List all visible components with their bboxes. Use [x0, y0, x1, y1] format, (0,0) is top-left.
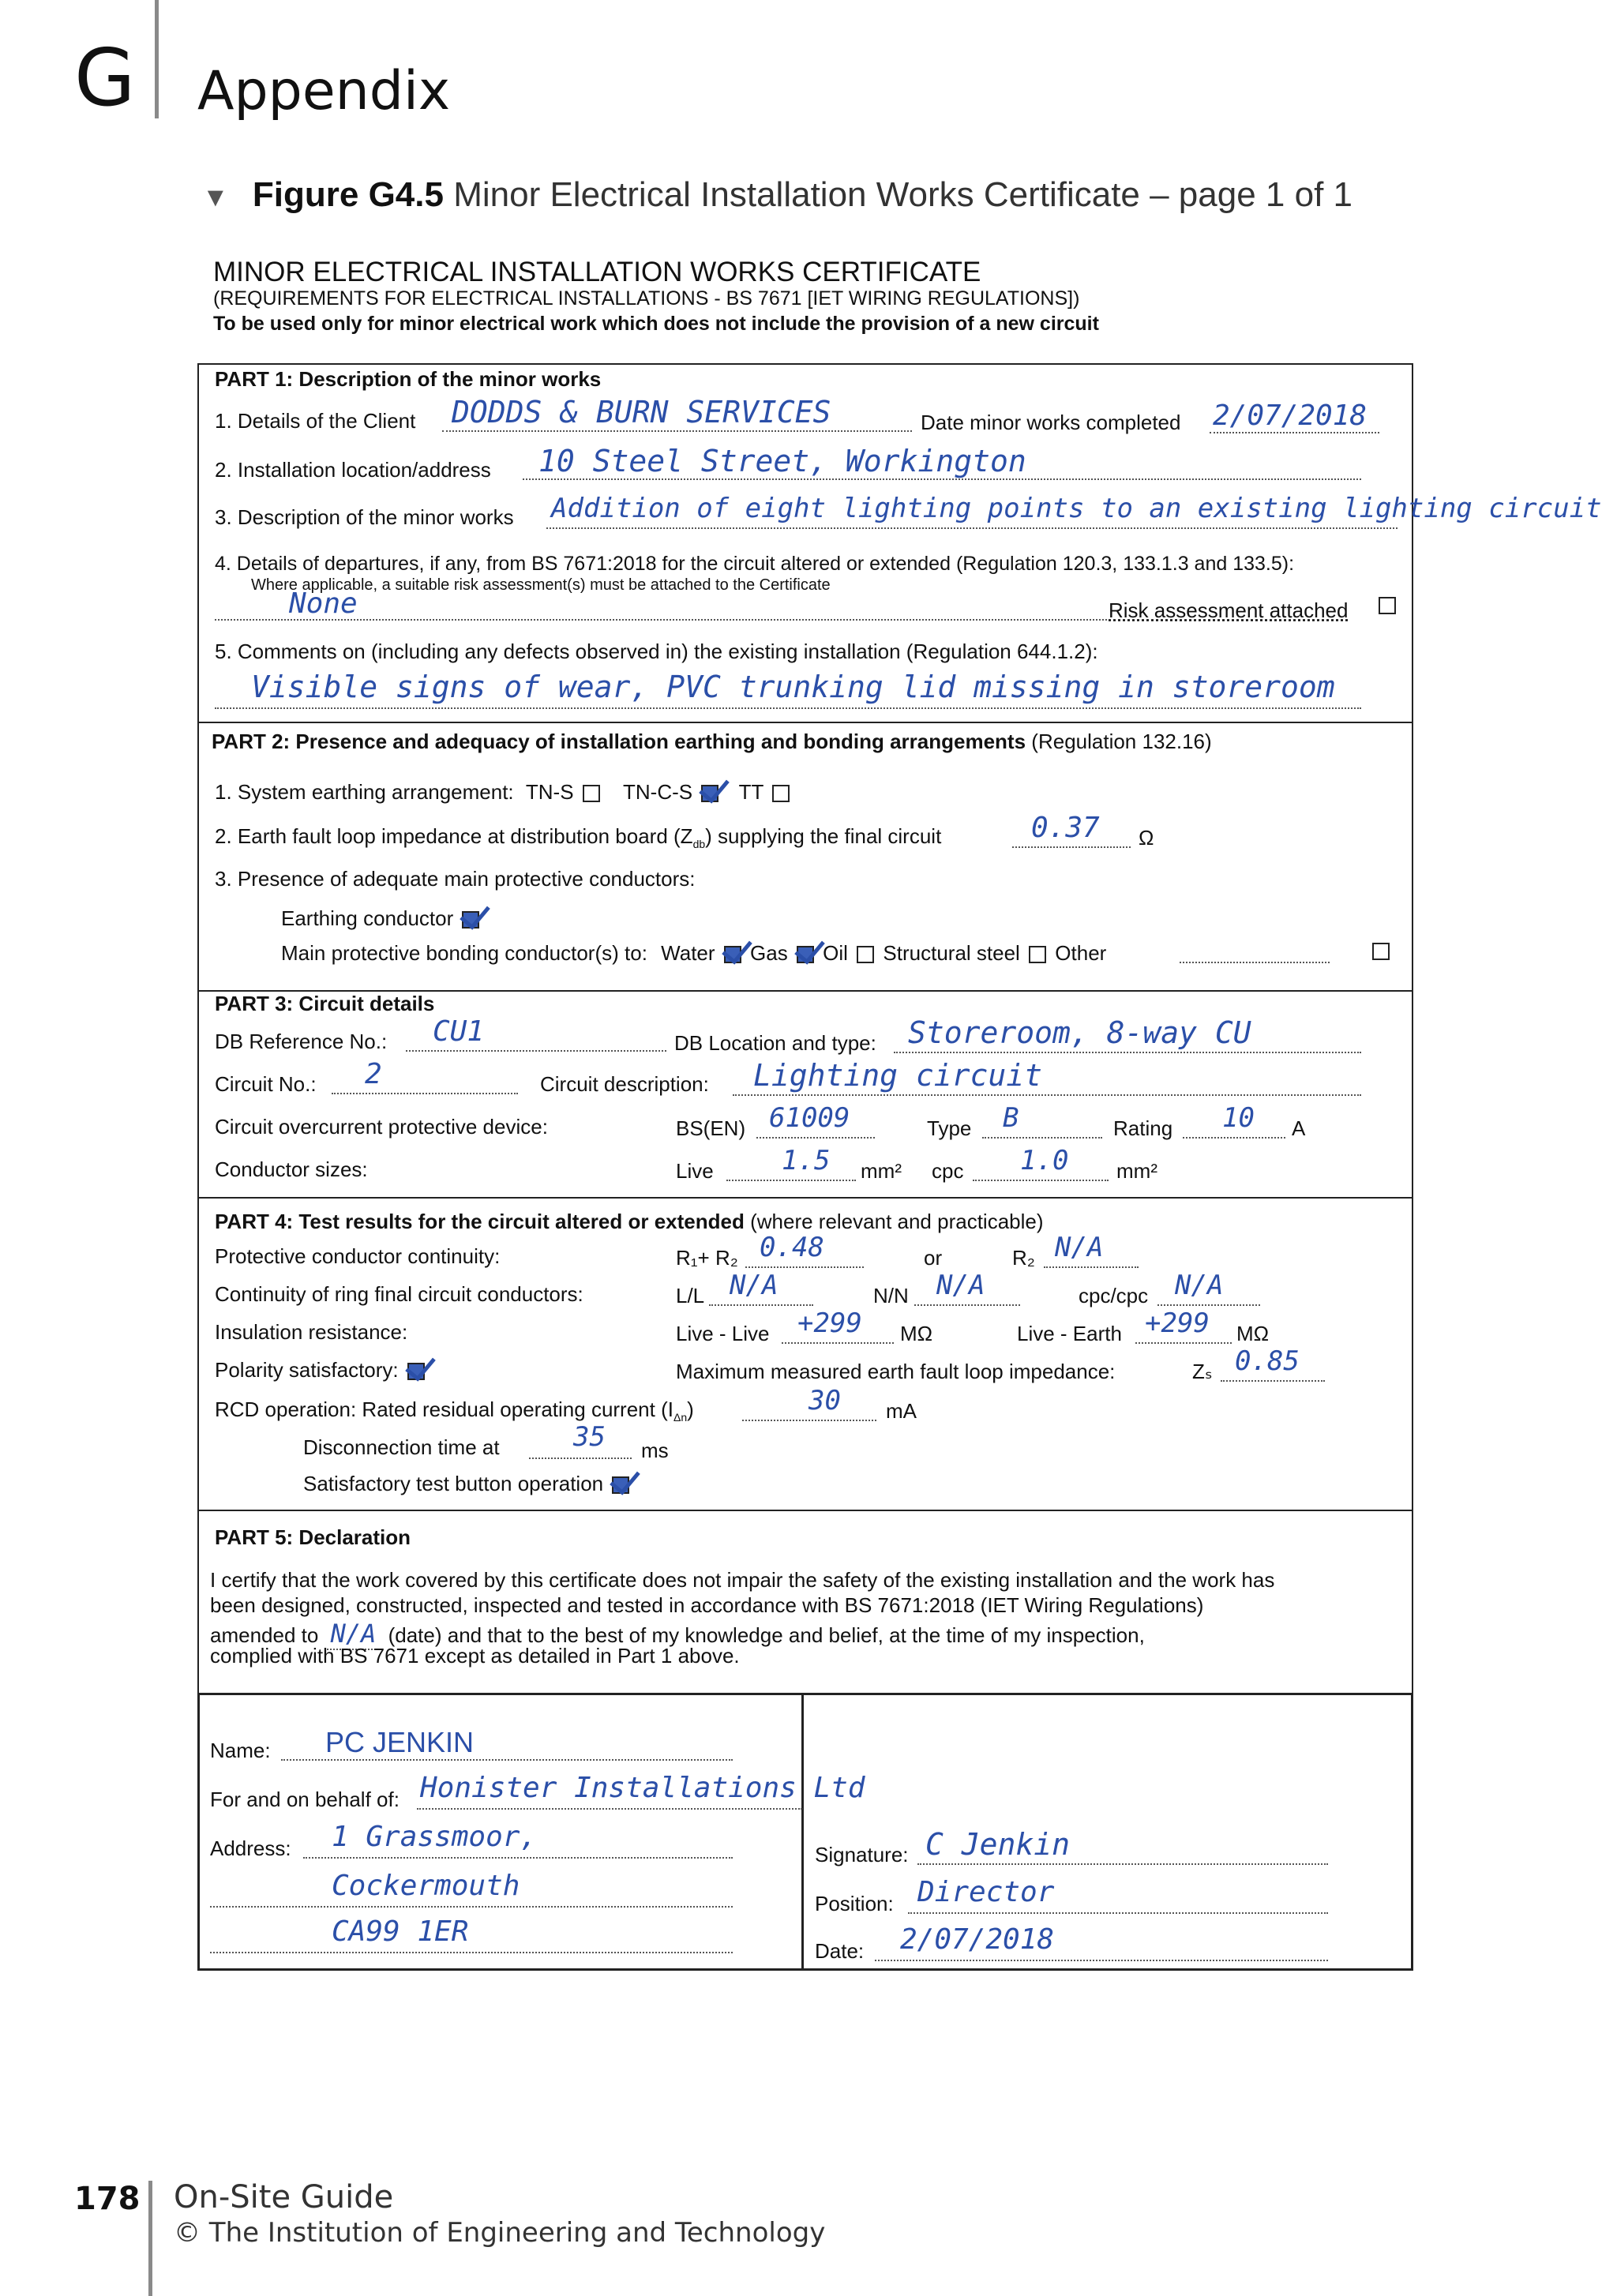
part2-heading-reg: (Regulation 132.16) — [1031, 730, 1212, 753]
ring-label: Continuity of ring final circuit conductors: — [215, 1282, 583, 1306]
signoff-signature-value[interactable]: C Jenkin — [925, 1827, 1071, 1862]
ze-value[interactable]: 0.37 — [1031, 812, 1100, 844]
livelive-value[interactable]: +299 — [797, 1307, 862, 1339]
type-label: Type — [927, 1116, 972, 1140]
button-checkbox[interactable] — [612, 1476, 629, 1494]
part1-comments-label: 5. Comments on (including any defects observed in) the existing installation (Regulation 644.1.2): — [215, 640, 1098, 663]
footer-divider — [148, 2181, 152, 2296]
livelive-unit: MΩ — [900, 1322, 933, 1345]
footer-book: On-Site Guide — [174, 2179, 394, 2215]
earthing-arrangement-label: 1. System earthing arrangement: — [215, 780, 514, 804]
type-value[interactable]: B — [1003, 1102, 1019, 1134]
r2-label: R₂ — [1012, 1246, 1035, 1270]
signoff-behalf-value[interactable]: Honister Installations Ltd — [420, 1772, 865, 1804]
cpc-label: cpc — [932, 1159, 964, 1183]
r2-value[interactable]: N/A — [1055, 1232, 1104, 1263]
rcd-value[interactable]: 30 — [808, 1385, 841, 1416]
signoff-divider — [801, 1693, 804, 1971]
nn-label: N/N — [873, 1284, 909, 1307]
signoff-name-label: Name: — [210, 1739, 271, 1762]
chapter-divider — [155, 0, 159, 118]
polarity-row — [215, 1358, 428, 1382]
livelive-label: Live - Live — [676, 1322, 770, 1345]
decl-amended-value[interactable]: N/A — [325, 1619, 383, 1650]
part1-departures-label: 4. Details of departures, if any, from BS 7671:2018 for the circuit altered or extended (Regulation 120.3, 133.1.3 and 133.5): — [215, 553, 1295, 575]
main-conductors-label: 3. Presence of adequate main protective conductors: — [215, 867, 696, 891]
r1r2-value[interactable]: 0.48 — [760, 1232, 824, 1263]
footer-publisher: © The Institution of Engineering and Technology — [174, 2217, 826, 2249]
disc-value[interactable]: 35 — [573, 1421, 606, 1453]
rcd-label-sub: Δn — [673, 1411, 688, 1424]
bsen-label: BS(EN) — [676, 1116, 746, 1140]
r1r2-label: R₁+ R₂ — [676, 1246, 738, 1270]
signoff-address-label: Address: — [210, 1836, 291, 1860]
gas-label: Gas — [750, 941, 788, 965]
earthing-arrangement-row — [215, 780, 793, 805]
part1-client-label: 1. Details of the Client — [215, 409, 416, 433]
bsen-value[interactable]: 61009 — [769, 1102, 850, 1134]
ocpd-label: Circuit overcurrent protective device: — [215, 1115, 548, 1139]
departures-value[interactable]: None — [289, 587, 358, 620]
page-number: 178 — [74, 2181, 141, 2217]
signoff-date-label: Date: — [815, 1939, 865, 1963]
rating-label: Rating — [1113, 1116, 1173, 1140]
cpc-size-unit: mm² — [1116, 1159, 1157, 1183]
cpccpc-value[interactable]: N/A — [1175, 1270, 1224, 1301]
signoff-position-label: Position: — [815, 1892, 894, 1915]
page-title: Appendix — [197, 60, 451, 122]
db-loc-value[interactable]: Storeroom, 8-way CU — [908, 1015, 1251, 1050]
cpccpc-label: cpc/cpc — [1079, 1284, 1149, 1307]
water-checkbox[interactable] — [724, 946, 741, 963]
risk-note: Where applicable, a suitable risk assessment(s) must be attached to the Certificate — [251, 576, 831, 594]
rcd-unit: mA — [886, 1399, 917, 1423]
earthing-conductor-row — [281, 906, 482, 931]
rcd-label — [215, 1397, 694, 1424]
circuit-no-value[interactable]: 2 — [365, 1058, 382, 1090]
disc-label: Disconnection time at — [303, 1435, 500, 1459]
cert-subtitle: (REQUIREMENTS FOR ELECTRICAL INSTALLATIONS - BS 7671 [IET WIRING REGULATIONS]) — [213, 287, 1080, 310]
rating-unit: A — [1292, 1116, 1306, 1140]
decl-amended-label: amended to — [210, 1623, 319, 1647]
live-size-value[interactable]: 1.5 — [782, 1145, 831, 1176]
comments-value[interactable]: Visible signs of wear, PVC trunking lid missing in storeroom — [251, 670, 1335, 704]
bonding-label: Main protective bonding conductor(s) to: — [281, 941, 647, 965]
polarity-checkbox[interactable] — [407, 1363, 425, 1380]
pcc-label: Protective conductor continuity: — [215, 1244, 501, 1268]
part4-heading-note: (where relevant and practicable) — [750, 1210, 1044, 1233]
db-ref-label: DB Reference No.: — [215, 1030, 388, 1053]
rcd-label-close: ) — [687, 1397, 694, 1421]
decl-line4: complied with BS 7671 except as detailed in Part 1 above. — [210, 1644, 740, 1668]
triangle-icon: ▼ — [202, 182, 229, 212]
ze-unit: Ω — [1139, 826, 1154, 850]
oil-label: Oil — [823, 941, 848, 965]
date-completed-label: Date minor works completed — [921, 411, 1181, 434]
signoff-address-line1[interactable]: 1 Grassmoor, — [332, 1821, 538, 1853]
signoff-date-value[interactable]: 2/07/2018 — [900, 1923, 1055, 1956]
zs-value[interactable]: 0.85 — [1235, 1345, 1300, 1377]
figure-label: Figure G4.5 — [252, 175, 444, 214]
steel-label: Structural steel — [883, 941, 1020, 965]
cond-sizes-label: Conductor sizes: — [215, 1157, 368, 1181]
cert-title: MINOR ELECTRICAL INSTALLATION WORKS CERTIFICATE — [213, 257, 981, 287]
figure-caption — [202, 175, 1353, 215]
risk-assessment-checkbox[interactable] — [1379, 597, 1396, 614]
part1-address-label: 2. Installation location/address — [215, 458, 491, 482]
tncs-checkbox[interactable] — [701, 785, 718, 802]
works-description-value[interactable]: Addition of eight lighting points to an existing lighting circuit — [551, 493, 1602, 524]
risk-assessment-label: Risk assessment attached — [1109, 598, 1349, 622]
db-ref-value[interactable]: CU1 — [433, 1015, 485, 1048]
ze-row — [215, 824, 941, 850]
live-size-unit: mm² — [861, 1159, 902, 1183]
button-label: Satisfactory test button operation — [303, 1472, 604, 1495]
other-label: Other — [1055, 941, 1107, 965]
date-completed-value[interactable]: 2/07/2018 — [1213, 400, 1368, 432]
signoff-signature-label: Signature: — [815, 1843, 909, 1866]
zs-label: Maximum measured earth fault loop impedance: — [676, 1360, 1116, 1383]
rcd-label-text: RCD operation: Rated residual operating current (I — [215, 1397, 673, 1421]
part2-heading — [212, 730, 1212, 754]
signoff-address-line3[interactable]: CA99 1ER — [332, 1915, 469, 1948]
signoff-position-value[interactable]: Director — [917, 1876, 1055, 1908]
decl-line2: been designed, constructed, inspected and tested in accordance with BS 7671:2018 (IET Wiring Regulations) — [210, 1593, 1204, 1617]
figure-caption-text: Minor Electrical Installation Works Certificate – page 1 of 1 — [453, 175, 1353, 214]
steel-checkbox[interactable] — [1029, 946, 1046, 963]
db-loc-label: DB Location and type: — [674, 1031, 876, 1055]
or-label: or — [924, 1246, 943, 1270]
circuit-no-label: Circuit No.: — [215, 1072, 317, 1096]
part1-description-label: 3. Description of the minor works — [215, 505, 514, 529]
ll-label: L/L — [676, 1284, 705, 1307]
tns-label: TN-S — [525, 780, 574, 804]
bonding-row — [281, 941, 1106, 966]
part2-heading-text: PART 2: Presence and adequacy of installation earthing and bonding arrangements — [212, 730, 1026, 753]
tns-checkbox[interactable] — [583, 785, 600, 802]
earthing-conductor-label: Earthing conductor — [281, 906, 454, 930]
tt-label: TT — [738, 780, 763, 804]
liveearth-unit: MΩ — [1236, 1322, 1270, 1345]
polarity-label: Polarity satisfactory: — [215, 1358, 399, 1382]
rating-value[interactable]: 10 — [1222, 1102, 1255, 1134]
water-label: Water — [661, 941, 715, 965]
client-name-value[interactable]: DODDS & BURN SERVICES — [452, 395, 831, 430]
part1-heading: PART 1: Description of the minor works — [215, 367, 602, 391]
part4-heading-text: PART 4: Test results for the circuit altered or extended — [215, 1210, 745, 1233]
button-row — [303, 1472, 632, 1496]
installation-address-value[interactable]: 10 Steel Street, Workington — [538, 444, 1026, 478]
ze-sub: db — [692, 838, 706, 851]
decl-line1: I certify that the work covered by this certificate does not impair the safety of the existing installation and the work has — [210, 1568, 1275, 1592]
gas-checkbox[interactable] — [797, 946, 814, 963]
signoff-address-line2[interactable]: Cockermouth — [332, 1870, 520, 1902]
signoff-name-value[interactable]: PC JENKIN — [325, 1726, 475, 1758]
disc-unit: ms — [641, 1439, 669, 1462]
ir-label: Insulation resistance: — [215, 1320, 408, 1344]
tt-checkbox[interactable] — [772, 785, 790, 802]
liveearth-label: Live - Earth — [1017, 1322, 1122, 1345]
circuit-desc-label: Circuit description: — [540, 1072, 709, 1096]
chapter-letter: G — [74, 32, 136, 124]
cpc-size-value[interactable]: 1.0 — [1020, 1145, 1069, 1176]
cert-note: To be used only for minor electrical work which does not include the provision of a new circuit — [213, 313, 1099, 335]
ze-label: 2. Earth fault loop impedance at distribution board (Z — [215, 824, 693, 848]
earthing-conductor-checkbox[interactable] — [462, 911, 479, 929]
nn-value[interactable]: N/A — [936, 1270, 985, 1301]
ll-value[interactable]: N/A — [730, 1270, 778, 1301]
oil-checkbox[interactable] — [857, 946, 874, 963]
live-label: Live — [676, 1159, 714, 1183]
circuit-desc-value[interactable]: Lighting circuit — [753, 1058, 1043, 1093]
zs-symbol: Zₛ — [1192, 1360, 1213, 1383]
part4-heading — [215, 1210, 1044, 1234]
ze-label-end: ) supplying the final circuit — [705, 824, 942, 848]
part5-heading: PART 5: Declaration — [215, 1525, 411, 1549]
liveearth-value[interactable]: +299 — [1145, 1307, 1210, 1339]
other-checkbox[interactable] — [1372, 943, 1390, 960]
part3-heading: PART 3: Circuit details — [215, 992, 435, 1015]
signoff-behalf-label: For and on behalf of: — [210, 1788, 400, 1811]
decl-line3-end: (date) and that to the best of my knowledge and belief, at the time of my inspection, — [388, 1623, 1145, 1647]
tncs-label: TN-C-S — [623, 780, 693, 804]
